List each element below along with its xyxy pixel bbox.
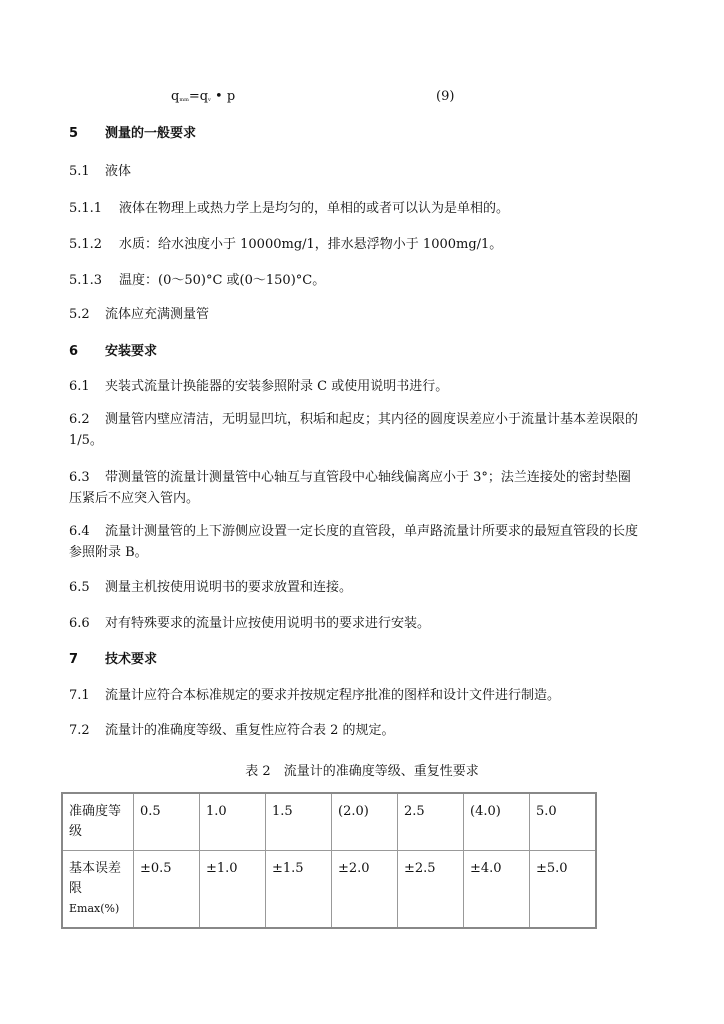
section-5-1-2: 5.1.2 水质：给水浊度小于 10000mg/1，排水悬浮物小于 1000mg/1。 bbox=[69, 237, 503, 252]
section-6-3: 6.3 带测量管的流量计测量管中心轴互与直管段中心轴线偏离应小于 3°；法兰连接处的密封垫圈压紧后不应突入管内。 bbox=[69, 470, 631, 506]
section-5-1-1: 5.1.1 液体在物理上或热力学上是均匀的，单相的或者可以认为是单相的。 bbox=[69, 201, 510, 216]
section-5-2: 5.2 流体应充满测量管 bbox=[69, 307, 210, 322]
table-cell: (2.0) bbox=[332, 793, 398, 851]
section-6-5: 6.5 测量主机按使用说明书的要求放置和连接。 bbox=[69, 580, 353, 595]
section-6-4: 6.4 流量计测量管的上下游侧应设置一定长度的直管段，单声路流量计所要求的最短直管段的长度参照附录 B。 bbox=[69, 524, 639, 560]
section-5-1-3: 5.1.3 温度：(0～50)°C 或(0～150)°C。 bbox=[69, 273, 326, 288]
section-5-1: 5.1 液体 bbox=[69, 164, 132, 179]
table-cell: (4.0) bbox=[464, 793, 530, 851]
formula-p: p bbox=[226, 89, 236, 104]
table-cell: 0.5 bbox=[134, 793, 200, 851]
row-header-error-limit-unit: Emax(%) bbox=[69, 902, 120, 915]
row-header-accuracy-class: 准确度等级 bbox=[62, 793, 134, 851]
table-cell: 2.5 bbox=[398, 793, 464, 851]
section-5-heading: 5 测量的一般要求 bbox=[69, 126, 197, 141]
table-cell: ±2.0 bbox=[332, 851, 398, 929]
table-cell: ±4.0 bbox=[464, 851, 530, 929]
section-6-heading: 6 安装要求 bbox=[69, 344, 158, 359]
section-7-2: 7.2 流量计的准确度等级、重复性应符合表 2 的规定。 bbox=[69, 723, 395, 738]
row-header-error-limit-text: 基本误差限 bbox=[69, 861, 122, 896]
formula-q: q bbox=[171, 89, 180, 104]
section-6-1: 6.1 夹装式流量计换能器的安装参照附录 C 或使用说明书进行。 bbox=[69, 379, 449, 394]
formula-number: (9) bbox=[436, 89, 455, 104]
section-7-heading: 7 技术要求 bbox=[69, 652, 158, 667]
table-row-accuracy-class bbox=[62, 793, 596, 851]
row-header-error-limit bbox=[62, 851, 134, 929]
section-6-6: 6.6 对有特殊要求的流量计应按使用说明书的要求进行安装。 bbox=[69, 616, 431, 631]
table-cell: 5.0 bbox=[530, 793, 597, 851]
table-cell: ±5.0 bbox=[530, 851, 597, 929]
table-caption: 表 2 流量计的准确度等级、重复性要求 bbox=[245, 764, 479, 779]
formula-sub-v: v bbox=[208, 97, 211, 103]
table-cell: ±0.5 bbox=[134, 851, 200, 929]
formula-dot: • bbox=[215, 89, 223, 104]
formula-qv: q bbox=[199, 89, 209, 104]
formula-sub-mm: mm bbox=[179, 97, 189, 103]
formula-equals: = bbox=[188, 89, 200, 104]
table-row-error-limit bbox=[62, 851, 596, 929]
accuracy-table bbox=[61, 792, 597, 929]
section-6-2: 6.2 测量管内壁应清洁，无明显凹坑，积垢和起皮；其内径的圆度误差应小于流量计基本差误限的 1/5。 bbox=[69, 412, 639, 448]
formula bbox=[171, 89, 235, 104]
section-7-1: 7.1 流量计应符合本标准规定的要求并按规定程序批准的图样和设计文件进行制造。 bbox=[69, 688, 561, 703]
table-cell: ±1.0 bbox=[200, 851, 266, 929]
table-cell: 1.0 bbox=[200, 793, 266, 851]
table-cell: ±2.5 bbox=[398, 851, 464, 929]
table-cell: 1.5 bbox=[266, 793, 332, 851]
table-cell: ±1.5 bbox=[266, 851, 332, 929]
